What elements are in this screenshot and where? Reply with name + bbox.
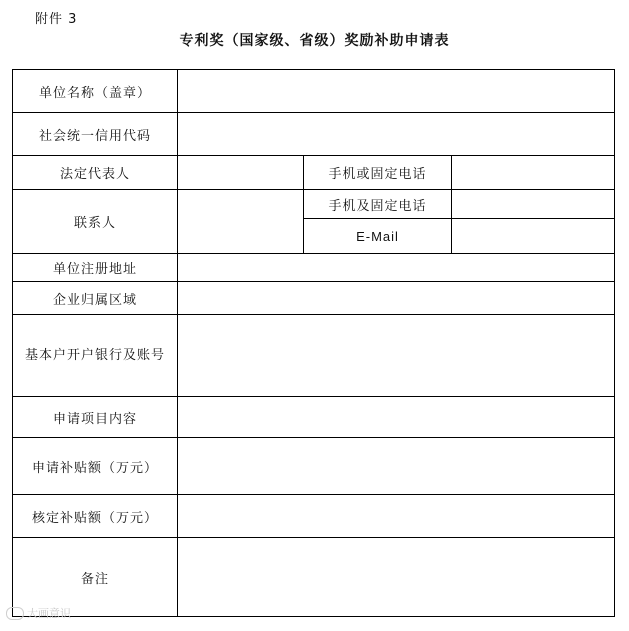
form-title: 专利奖（国家级、省级）奖励补助申请表 — [179, 33, 450, 49]
row-address — [13, 254, 615, 282]
row-approved-amount — [13, 495, 615, 538]
watermark-text: 大画意识 — [27, 607, 71, 620]
email-field[interactable] — [452, 219, 615, 254]
credit-code-field[interactable] — [178, 113, 615, 156]
contact-phone-label: 手机及固定电话 — [304, 190, 452, 219]
remarks-field[interactable] — [178, 538, 615, 617]
row-unit-name — [13, 70, 615, 113]
contact-label: 联系人 — [13, 190, 178, 254]
project-label: 申请项目内容 — [13, 397, 178, 438]
row-region — [13, 282, 615, 315]
row-bank-account — [13, 315, 615, 397]
email-label: E-Mail — [304, 219, 452, 254]
credit-code-label: 社会统一信用代码 — [13, 113, 178, 156]
watermark — [6, 604, 71, 622]
unit-name-field[interactable] — [178, 70, 615, 113]
attachment-label: 附件 3 — [35, 12, 78, 27]
row-credit-code — [13, 113, 615, 156]
project-field[interactable] — [178, 397, 615, 438]
application-form-table — [12, 69, 615, 617]
contact-phone-field[interactable] — [452, 190, 615, 219]
bank-account-field[interactable] — [178, 315, 615, 397]
legal-rep-field[interactable] — [178, 156, 304, 190]
row-remarks — [13, 538, 615, 617]
region-label: 企业归属区域 — [13, 282, 178, 315]
row-project — [13, 397, 615, 438]
approved-amount-field[interactable] — [178, 495, 615, 538]
legal-rep-phone-label: 手机或固定电话 — [304, 156, 452, 190]
watermark-logo-icon — [6, 607, 24, 620]
row-contact-phone — [13, 190, 615, 219]
address-label: 单位注册地址 — [13, 254, 178, 282]
contact-field[interactable] — [178, 190, 304, 254]
approved-amount-label: 核定补贴额（万元） — [13, 495, 178, 538]
legal-rep-label: 法定代表人 — [13, 156, 178, 190]
row-apply-amount — [13, 438, 615, 495]
apply-amount-label: 申请补贴额（万元） — [13, 438, 178, 495]
remarks-label: 备注 — [13, 538, 178, 617]
unit-name-label: 单位名称（盖章） — [13, 70, 178, 113]
address-field[interactable] — [178, 254, 615, 282]
bank-account-label: 基本户开户银行及账号 — [13, 315, 178, 397]
region-field[interactable] — [178, 282, 615, 315]
apply-amount-field[interactable] — [178, 438, 615, 495]
row-legal-rep — [13, 156, 615, 190]
legal-rep-phone-field[interactable] — [452, 156, 615, 190]
